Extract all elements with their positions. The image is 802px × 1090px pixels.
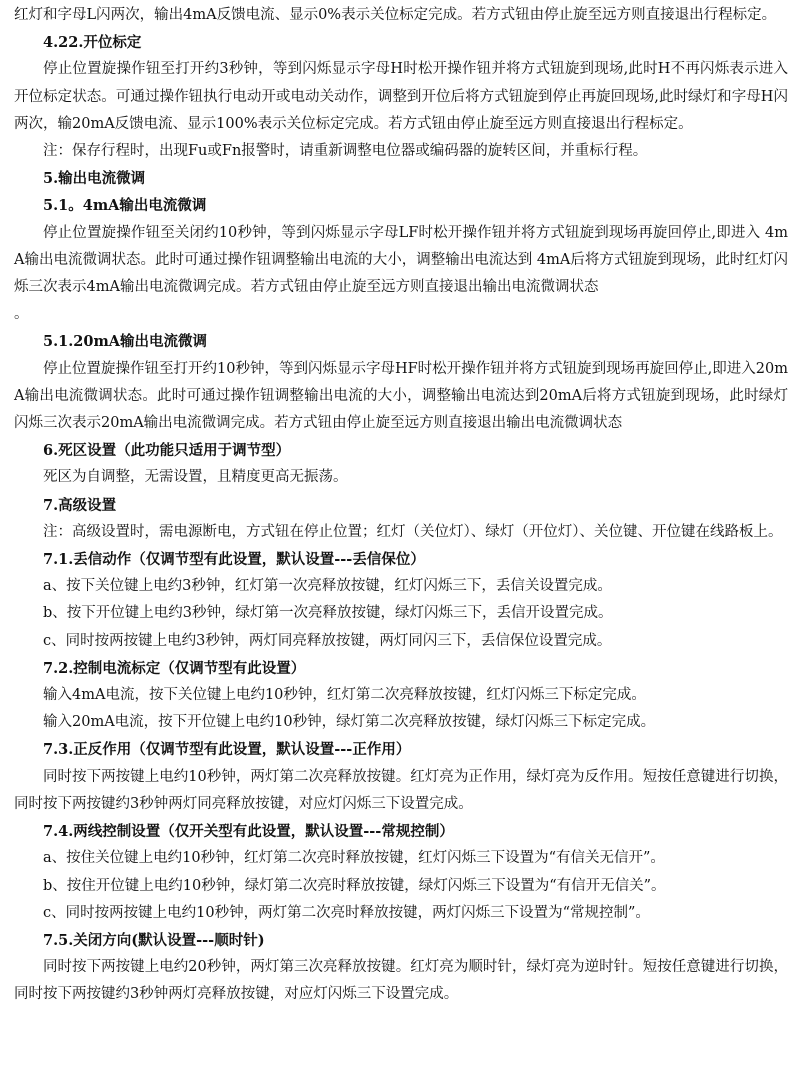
paragraph-dead-zone: 死区为自调整，无需设置，且精度更高无振荡。 <box>43 469 348 486</box>
heading-7-3-action-direction: 7.3.正反作用（仅调节型有此设置，默认设置---正作用） <box>43 741 411 759</box>
paragraph-signal-loss-c: c、同时按两按键上电约3秒钟，两灯同亮释放按键，两灯同闪三下，丢信保位设置完成。 <box>43 632 612 649</box>
paragraph-close-calibration-end: 红灯和字母L闪两次，输出4mA反馈电流、显示0%表示关位标定完成。若方式钮由停止旋至远方则直接退出行程标定。 <box>14 7 777 23</box>
paragraph-advanced-note: 注：高级设置时，需电源断电，方式钮在停止位置；红灯（关位灯）、绿灯（开位灯）、关位键、开位键在线路板上。 <box>43 523 783 540</box>
paragraph-note-save-stroke: 注：保存行程时，出现Fu或Fn报警时，请重新调整电位器或编码器的旋转区间，并重标行程。 <box>43 143 648 160</box>
heading-5-output-current-trim: 5.输出电流微调 <box>43 170 146 188</box>
paragraph-close-direction: 同时按下两按键上电约20秒钟，两灯第三次亮释放按键。红灯亮为顺时针，绿灯亮为逆时针。短按任意键进行切换，同时按下两按键约3秒钟两灯亮释放按键，对应灯闪烁三下设置完成。 <box>14 959 788 1003</box>
heading-7-4-two-wire: 7.4.两线控制设置（仅开关型有此设置，默认设置---常规控制） <box>43 823 454 841</box>
paragraph-two-wire-a: a、按住关位键上电约10秒钟，红灯第二次亮时释放按键，红灯闪烁三下设置为“有信关无信开”。 <box>43 850 665 867</box>
paragraph-20ma-trim: 停止位置旋操作钮至打开约10秒钟，等到闪烁显示字母HF时松开操作钮并将方式钮旋到现场再旋回停止,即进入20mA输出电流微调状态。此时可通过操作钮调整输出电流的大小，调整输出电流达到20mA后将方式钮旋到现场，此时绿灯闪烁三次表示20mA输出电流微调完成。若方式钮由停止旋至远方则直接退出输出电流微调状态 <box>14 360 788 432</box>
paragraph-4ma-trim-tail: 。 <box>14 306 29 323</box>
paragraph-action-direction: 同时按下两按键上电约10秒钟，两灯第二次亮释放按键。红灯亮为正作用，绿灯亮为反作用。短按任意键进行切换，同时按下两按键约3秒钟两灯同亮释放按键，对应灯闪烁三下设置完成。 <box>14 768 788 812</box>
paragraph-control-4ma: 输入4mA电流，按下关位键上电约10秒钟，红灯第二次亮释放按键，红灯闪烁三下标定完成。 <box>43 687 646 704</box>
heading-7-2-control-current: 7.2.控制电流标定（仅调节型有此设置） <box>43 659 306 677</box>
heading-7-1-signal-loss: 7.1.丢信动作（仅调节型有此设置，默认设置---丢信保位） <box>43 551 425 569</box>
heading-7-advanced-settings: 7.高级设置 <box>43 496 117 514</box>
paragraph-signal-loss-b: b、按下开位键上电约3秒钟，绿灯第一次亮释放按键，绿灯闪烁三下，丢信开设置完成。 <box>43 605 613 622</box>
paragraph-two-wire-b: b、按住开位键上电约10秒钟，绿灯第二次亮时释放按键，绿灯闪烁三下设置为“有信开无信关”。 <box>43 877 666 894</box>
heading-6-dead-zone: 6.死区设置（此功能只适用于调节型） <box>43 442 291 460</box>
paragraph-two-wire-c: c、同时按两按键上电约10秒钟，两灯第二次亮时释放按键，两灯闪烁三下设置为“常规控制”。 <box>43 904 650 921</box>
heading-7-5-close-direction: 7.5.关闭方向(默认设置---顺时针) <box>43 931 265 949</box>
paragraph-control-20ma: 输入20mA电流，按下开位键上电约10秒钟，绿灯第二次亮释放按键，绿灯闪烁三下标定完成。 <box>43 714 656 731</box>
paragraph-signal-loss-a: a、按下关位键上电约3秒钟，红灯第一次亮释放按键，红灯闪烁三下，丢信关设置完成。 <box>43 578 612 595</box>
paragraph-open-calibration: 停止位置旋操作钮至打开约3秒钟，等到闪烁显示字母H时松开操作钮并将方式钮旋到现场,此时H不再闪烁表示进入开位标定状态。可通过操作钮执行电动开或电动关动作，调整到开位后将方式钮旋到停止再旋回现场,此时绿灯和字母H闪两次，输20mA反馈电流、显示100%表示关位标定完成。若方式钮由停止旋至远方则直接退出行程标定。 <box>14 61 788 132</box>
heading-4-22-open-calibration: 4.22.开位标定 <box>43 34 142 52</box>
heading-5-1-20ma-trim: 5.1.20mA输出电流微调 <box>43 333 208 351</box>
heading-5-1-4ma-trim: 5.1。4mA输出电流微调 <box>43 197 207 215</box>
paragraph-4ma-trim: 停止位置旋操作钮至关闭约10秒钟，等到闪烁显示字母LF时松开操作钮并将方式钮旋到现场再旋回停止,即进入 4mA输出电流微调状态。此时可通过操作钮调整输出电流的大小，调整输出电流达到 4mA后将方式钮旋到现场，此时红灯闪烁三次表示4mA输出电流微调完成。若方式钮由停止旋至远方则直接退出输出电流微调状态 <box>14 224 788 296</box>
